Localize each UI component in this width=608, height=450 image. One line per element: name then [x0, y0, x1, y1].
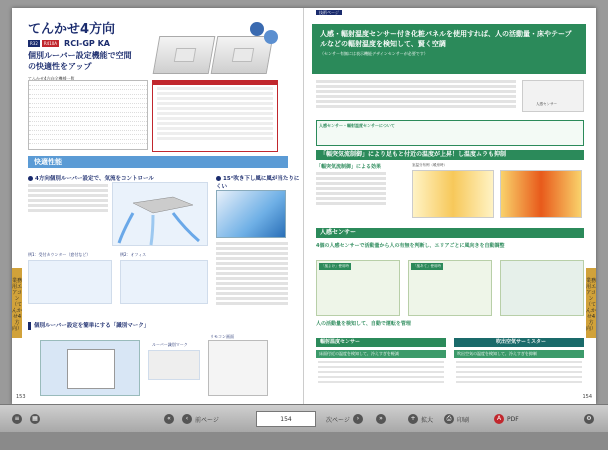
print-label: 印刷: [457, 416, 470, 424]
scene-wind-avoid: [316, 260, 400, 316]
subheading: 個別ルーバー設定機能で空間の快適性をアップ: [28, 51, 132, 71]
feature-badge-icon: [264, 30, 278, 44]
scene-label: 「風よけ」使用時: [321, 264, 349, 268]
print-button[interactable]: [440, 411, 473, 427]
thermistor-sub: 吹出空気の温度を検知して、冷えすぎを抑制: [454, 350, 584, 358]
prev-page-button[interactable]: [178, 411, 223, 427]
radiant-sensor-title: 輻射温度センサー: [316, 338, 446, 347]
feature-subnote: （センサー有無には表示機能デザインセンサーが必要です）: [320, 51, 428, 56]
example1-label: 例1：受付カウンター（窓付など）: [28, 252, 91, 257]
model-name: RCI-GP KA: [64, 39, 110, 48]
feature-badge-icon: [250, 22, 264, 36]
info-box-title: 人感センサー・輻射温度センサーについて: [319, 123, 395, 128]
louver-airflow-illustration: [112, 182, 208, 246]
settings-button[interactable]: [580, 411, 598, 427]
example2-label: 例2：オフィス: [120, 252, 147, 257]
block-title-mark: 個別ルーバー設定を簡単にする「識別マーク」: [28, 322, 288, 330]
left-page-number: 153: [16, 394, 26, 400]
last-page-button[interactable]: [372, 411, 390, 427]
bullet-icon: [28, 176, 33, 181]
page-spread: [12, 8, 596, 404]
louver-mark-closeup: [148, 350, 200, 380]
radiant-sensor-sub: 床面付近の温度を検知して、冷えすぎを軽減: [316, 350, 446, 358]
first-page-button[interactable]: [160, 411, 178, 427]
feature-headline: 人感・輻射温度センサー付き化粧パネルを使用すれば、人の活動量・床やテーブルなどの輻射温度を検知して、賢く空調: [320, 30, 572, 48]
right-page-header: [304, 8, 596, 18]
refrigerant-badge-r32: R32: [30, 41, 38, 46]
menu-button[interactable]: [8, 411, 26, 427]
section-subheader-effect: 「輻突気流制御」による効果: [316, 164, 382, 170]
pdf-button[interactable]: [490, 411, 523, 427]
zoom-label: 拡大: [421, 416, 434, 424]
page-indicator[interactable]: 154: [256, 411, 316, 427]
page-title: てんかせ4方向: [28, 22, 116, 37]
right-page: [304, 8, 596, 404]
gear-icon: ⚙: [584, 414, 594, 424]
example2-illustration: [120, 260, 208, 304]
thermal-map-after: [500, 170, 582, 218]
section-header-comfort: 快適性能: [28, 156, 288, 168]
ceiling-unit-image: [153, 36, 216, 74]
bullet-icon: [216, 176, 221, 181]
section-text: [316, 172, 386, 207]
refrigerant-badge-r410a: R410A: [43, 41, 58, 46]
zoom-button[interactable]: [404, 411, 437, 427]
scene-photo: [500, 260, 584, 316]
prev-label: 前ページ: [195, 416, 219, 424]
louver-mark-label: ルーバー識別マーク: [152, 342, 188, 347]
print-icon: ⎙: [444, 414, 454, 424]
menu-icon: ≡: [12, 414, 22, 424]
next-icon: ›: [353, 414, 363, 424]
first-page-icon: «: [164, 414, 174, 424]
grid-button[interactable]: [26, 411, 44, 427]
scene-label: 「風あて」使用時: [413, 264, 441, 268]
pdf-label: PDF: [507, 415, 519, 423]
section-header-human-sensor: 人感センサー: [316, 228, 584, 238]
remote-screen-label: リモコン画面: [210, 334, 234, 339]
grid-icon: ▦: [30, 414, 40, 424]
spec-table: [28, 80, 148, 150]
thermal-map-before: [412, 170, 494, 218]
left-page: [12, 8, 304, 404]
block-text: [216, 242, 288, 307]
unit-product-images: [152, 26, 272, 78]
sensor-label: 人感センサー: [536, 102, 557, 106]
scene-wind-direct: [408, 260, 492, 316]
header-tag: 技術ページ: [316, 10, 342, 15]
remote-screen-image: [208, 340, 268, 396]
next-page-button[interactable]: [322, 411, 367, 427]
feature-headline-box: [312, 24, 586, 74]
next-label: 次ページ: [326, 416, 350, 424]
louver-panel-illustration: [40, 340, 140, 396]
block-title-louver: 4方向個別ルーバー設定で、気流をコントロール: [28, 174, 154, 182]
pdf-icon: A: [494, 414, 504, 424]
sensor-info-box: [316, 120, 584, 146]
example1-illustration: [28, 260, 112, 304]
prev-icon: ‹: [182, 414, 192, 424]
section-header-airflow: 「輻突気流制御」により足もと付近の温度が上昇！し温度ムラも抑制: [316, 150, 584, 160]
spec-caption: てんかせ4方向全機種一覧: [28, 76, 75, 81]
spec-notes-box: [152, 80, 278, 152]
sensor-image: [522, 80, 584, 112]
right-side-label: 業務用エアコン（てんかせ4方向）: [586, 278, 596, 332]
right-page-number: 154: [582, 394, 592, 400]
last-page-icon: »: [376, 414, 386, 424]
airflow-temperature-map: [216, 190, 286, 238]
radiant-sensor-column: [316, 338, 446, 398]
viewer-footer: [0, 432, 608, 450]
block-text: [28, 184, 108, 214]
intro-text: [316, 80, 516, 110]
human-sensor-subheader: 4個の人感センサーで活動量から人の有無を判断し、エリアごとに風向きを自動調整: [316, 243, 505, 249]
left-side-label: 業務用エアコン（てんかせ4方向）: [12, 278, 23, 332]
graph-caption: 室温分布例（暖房時）: [412, 163, 447, 167]
activity-subheader: 人の活動量を検知して、自動で運転を管理: [316, 321, 411, 327]
thermistor-title: 吹出空気サーミスター: [454, 338, 584, 347]
block-title-downdraft: 15°吹き下し風に風が当たりにくい: [216, 176, 300, 190]
ceiling-unit-image: [211, 36, 274, 74]
viewer-toolbar: [0, 404, 608, 432]
thermistor-column: [454, 338, 584, 398]
model-badge-row: [28, 39, 110, 48]
zoom-icon: +: [408, 414, 418, 424]
